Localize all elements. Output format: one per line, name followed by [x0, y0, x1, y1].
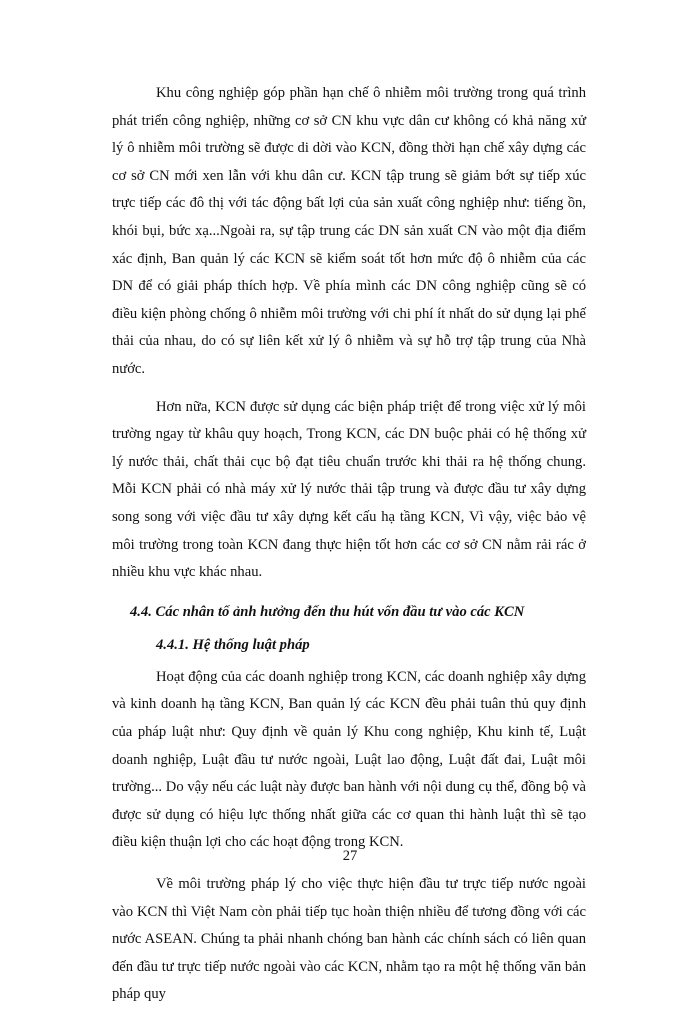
paragraph-environment-pollution: Khu công nghiệp góp phần hạn chế ô nhiễm môi trường trong quá trình phát triển công nghiệp, những cơ sở CN khu vực dân cư không có khả năng xử lý ô nhiễm môi trường sẽ được di dời vào KCN, đồng thời hạn chế xây dựng các cơ sở CN mới xen lẫn với khu dân cư. KCN tập trung sẽ giảm bớt sự tiếp xúc trực tiếp các đô thị với tác động bất lợi của sản xuất công nghiệp như: tiếng ồn, khói bụi, bức xạ...Ngoài ra, sự tập trung các DN sản xuất CN vào một địa điểm xác định, Ban quản lý các KCN sẽ kiểm soát tốt hơn mức độ ô nhiễm của các DN để có giải pháp thích hợp. Về phía mình các DN công nghiệp cũng sẽ có điều kiện phòng chống ô nhiễm môi trường với chi phí ít nhất do sử dụng lại phế thải của nhau, do có sự liên kết xử lý ô nhiễm và sự hỗ trợ tập trung của Nhà nước.	[112, 85, 586, 377]
page-content	[112, 80, 586, 1009]
paragraph-legal-system: Hoạt động của các doanh nghiệp trong KCN, các doanh nghiệp xây dựng và kinh doanh hạ tầng KCN, Ban quản lý các KCN đều phải tuân thủ quy định của pháp luật như: Quy định về quản lý Khu cong nghiệp, Khu kinh tế, Luật doanh nghiệp, Luật đầu tư nước ngoài, Luật lao động, Luật đất đai, Luật môi trường... Do vậy nếu các luật này được ban hành với nội dung cụ thể, đồng bộ và được sử dụng có hiệu lực thống nhất giữa các cơ quan thi hành luật thì sẽ tạo điều kiện thuận lợi cho các hoạt động trong KCN.	[112, 668, 586, 851]
paragraph-legal-environment: Về môi trường pháp lý cho việc thực hiện đầu tư trực tiếp nước ngoài vào KCN thì Việt Nam còn phải tiếp tục hoàn thiện nhiều để tương đồng với các nước ASEAN. Chúng ta phải nhanh chóng ban hành các chính sách có liên quan đến đầu tư trực tiếp nước ngoài vào các KCN, nhằm tạo ra một hệ thống văn bản pháp quy	[112, 876, 586, 1003]
subsection-heading: 4.4.1. Hệ thống luật pháp	[156, 637, 310, 654]
section-heading: 4.4. Các nhân tố ảnh hưởng đến thu hút vốn đầu tư vào các KCN	[130, 603, 525, 620]
paragraph-treatment-measures: Hơn nữa, KCN được sử dụng các biện pháp triệt để trong việc xử lý môi trường ngay từ khâu quy hoạch, Trong KCN, các DN buộc phải có hệ thống xử lý nước thải, chất thải cục bộ đạt tiêu chuẩn trước khi thải ra hệ thống chung. Mỗi KCN phải có nhà máy xử lý nước thải tập trung và được đầu tư xây dựng song song với việc đầu tư xây dựng kết cấu hạ tầng KCN, Vì vậy, việc bảo vệ môi trường trong toàn KCN đang thực hiện tốt hơn các cơ sở CN nằm rải rác ở nhiều khu vực khác nhau.	[112, 398, 586, 581]
page-number: 27	[342, 848, 358, 864]
